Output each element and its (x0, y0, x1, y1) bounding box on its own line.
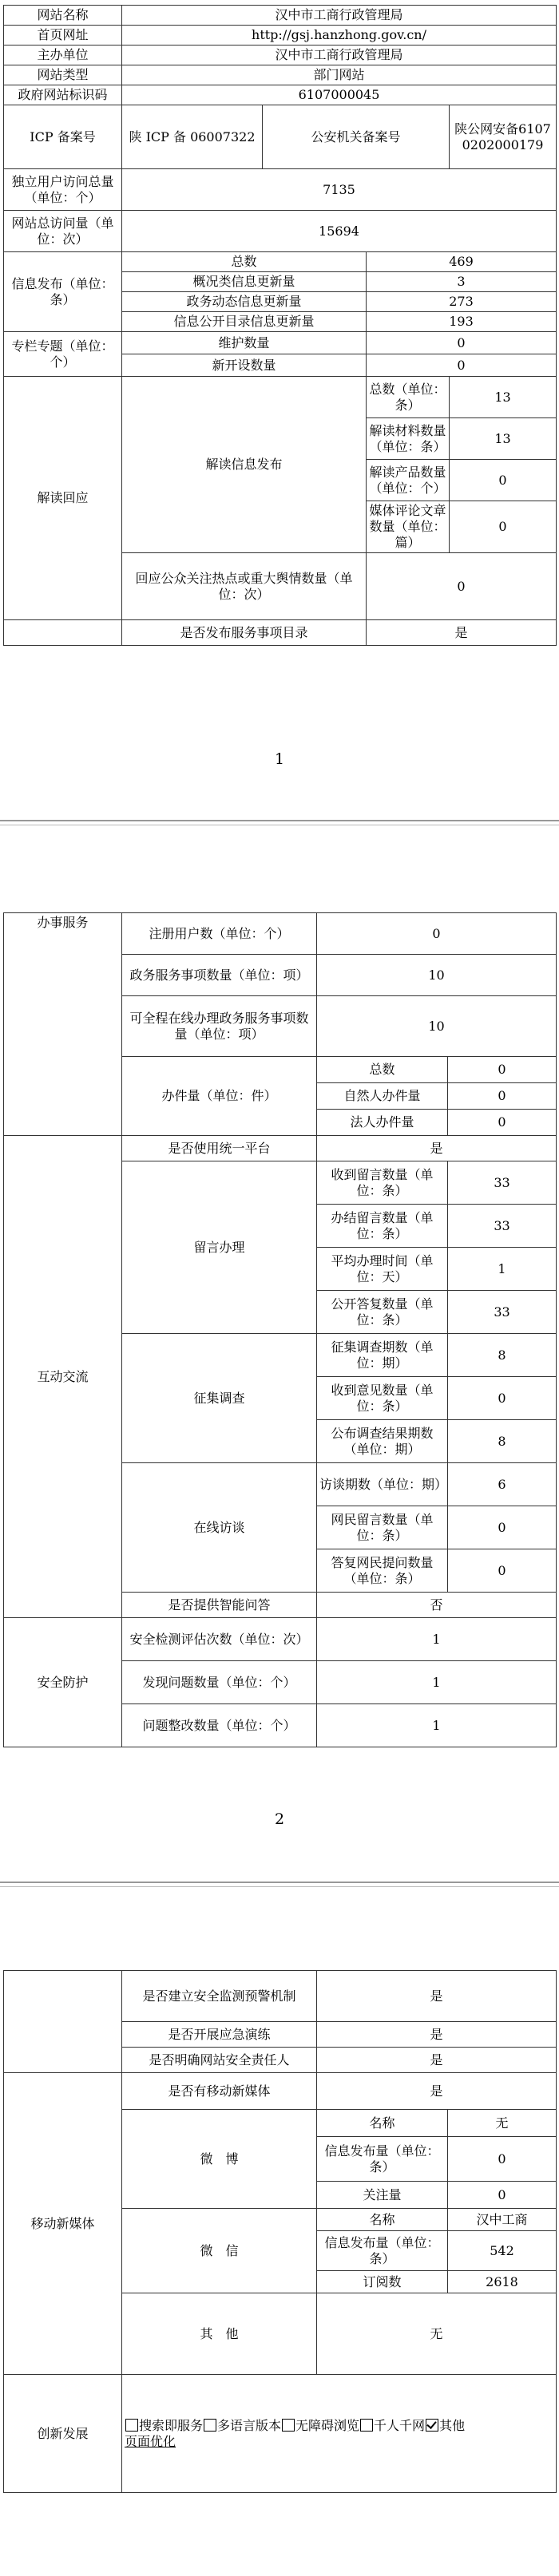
weibo-row-value: 0 (448, 2137, 557, 2182)
catalog-value: 是 (367, 620, 557, 646)
talk-row-value: 6 (448, 1463, 557, 1506)
handle-label: 办件量（单位：件） (122, 1057, 317, 1136)
security-row-label: 安全检测评估次数（单位：次） (122, 1618, 317, 1661)
handle-row-value: 0 (448, 1110, 557, 1136)
media-label: 移动新媒体 (4, 2073, 122, 2375)
other-label: 其 他 (122, 2293, 317, 2375)
info-label: 信息发布（单位：条） (4, 252, 122, 332)
innov-option[interactable]: 搜索即服务 (125, 2418, 203, 2433)
msg-row-value: 33 (448, 1205, 557, 1248)
page-number: 1 (274, 750, 285, 768)
handle-row-label: 法人办件量 (317, 1110, 448, 1136)
host-value: 汉中市工商行政管理局 (122, 46, 557, 65)
info-row-label: 总数 (122, 252, 367, 272)
security-row-label: 发现问题数量（单位：个） (122, 1661, 317, 1704)
page1-table (3, 5, 557, 646)
catalog-spacer (4, 620, 122, 646)
survey-row-label: 收到意见数量（单位：条） (317, 1377, 448, 1420)
site-name-value: 汉中市工商行政管理局 (122, 6, 557, 26)
page-number: 2 (274, 1810, 285, 1828)
innov-option[interactable]: 多语言版本 (203, 2418, 281, 2433)
msg-row-label: 平均办理时间（单位：天） (317, 1248, 448, 1291)
info-row-value: 469 (367, 252, 557, 272)
column-row-label: 维护数量 (122, 332, 367, 354)
interp-sub-label: 解读信息发布 (122, 377, 367, 553)
service-label: 办事服务 (4, 913, 122, 1136)
items-value: 10 (317, 955, 557, 996)
talk-row-label: 网民留言数量（单位：条） (317, 1506, 448, 1549)
interp-row-value: 13 (450, 377, 557, 418)
wechat-row-value: 汉中工商 (448, 2209, 557, 2231)
wechat-label: 微 信 (122, 2209, 317, 2293)
innov-option[interactable]: 其他 (425, 2418, 465, 2433)
page-divider (0, 1882, 559, 1883)
drill-value: 是 (317, 2022, 557, 2048)
resp-label: 是否明确网站安全责任人 (122, 2048, 317, 2073)
msg-row-label: 收到留言数量（单位：条） (317, 1161, 448, 1205)
innov-options (122, 2375, 557, 2493)
page-divider (0, 1886, 559, 1887)
site-name-label: 网站名称 (4, 6, 122, 26)
interp-row-value: 0 (450, 501, 557, 553)
talk-row-label: 访谈期数（单位：期） (317, 1463, 448, 1506)
column-row-value: 0 (367, 332, 557, 354)
type-value: 部门网站 (122, 65, 557, 85)
info-row-value: 3 (367, 272, 557, 292)
icp-label: ICP 备案号 (4, 105, 122, 169)
interact-label: 互动交流 (4, 1136, 122, 1618)
interp-row-label: 解读材料数量（单位：条） (367, 418, 450, 460)
info-row-value: 273 (367, 292, 557, 312)
interp-row-value: 13 (450, 418, 557, 460)
security-row-value: 1 (317, 1661, 557, 1704)
talk-row-value: 0 (448, 1506, 557, 1549)
alarm-label: 是否建立安全监测预警机制 (122, 1971, 317, 2022)
talk-row-label: 答复网民提问数量（单位：条） (317, 1549, 448, 1593)
weibo-row-label: 名称 (317, 2110, 448, 2137)
security-row-value: 1 (317, 1618, 557, 1661)
page-divider (0, 820, 559, 821)
info-row-label: 概况类信息更新量 (122, 272, 367, 292)
police-label: 公安机关备案号 (263, 105, 450, 169)
type-label: 网站类型 (4, 65, 122, 85)
weibo-label: 微 博 (122, 2110, 317, 2209)
msg-row-value: 33 (448, 1161, 557, 1205)
info-row-label: 信息公开目录信息更新量 (122, 312, 367, 332)
smart-label: 是否提供智能问答 (122, 1593, 317, 1618)
checkbox-checked-icon[interactable] (426, 2419, 438, 2432)
checkbox-icon[interactable] (360, 2419, 373, 2432)
platform-label: 是否使用统一平台 (122, 1136, 317, 1161)
weibo-row-label: 关注量 (317, 2182, 448, 2209)
innov-option[interactable]: 无障碍浏览 (281, 2418, 359, 2433)
msg-row-value: 33 (448, 1291, 557, 1334)
weibo-row-value: 0 (448, 2182, 557, 2209)
items-label: 政务服务事项数量（单位：项） (122, 955, 317, 996)
msg-row-label: 公开答复数量（单位：条） (317, 1291, 448, 1334)
police-value: 陕公网安备61070202000179 (450, 105, 557, 169)
survey-row-label: 征集调查期数（单位：期） (317, 1334, 448, 1377)
pv-label: 网站总访问量（单位：次） (4, 211, 122, 252)
talk-label: 在线访谈 (122, 1463, 317, 1593)
resp-value: 是 (317, 2048, 557, 2073)
drill-label: 是否开展应急演练 (122, 2022, 317, 2048)
page3-table (3, 1970, 557, 2493)
handle-row-value: 0 (448, 1083, 557, 1110)
users-value: 0 (317, 913, 557, 955)
wechat-row-label: 订阅数 (317, 2271, 448, 2293)
mobile-value: 是 (317, 2073, 557, 2110)
handle-row-value: 0 (448, 1057, 557, 1083)
respond-label: 回应公众关注热点或重大舆情数量（单位：次） (122, 553, 367, 620)
checkbox-icon[interactable] (282, 2419, 295, 2432)
interp-label: 解读回应 (4, 377, 122, 620)
icp-value: 陕 ICP 备 06007322 (122, 105, 263, 169)
survey-row-label: 公布调查结果期数（单位：期） (317, 1420, 448, 1463)
survey-row-value: 8 (448, 1334, 557, 1377)
interp-row-label: 解读产品数量（单位：个） (367, 460, 450, 501)
innov-label: 创新发展 (4, 2375, 122, 2493)
other-value: 无 (317, 2293, 557, 2375)
platform-value: 是 (317, 1136, 557, 1161)
interp-row-label: 媒体评论文章数量（单位：篇） (367, 501, 450, 553)
pv-value: 15694 (122, 211, 557, 252)
info-row-label: 政务动态信息更新量 (122, 292, 367, 312)
innov-option[interactable]: 千人千网 (359, 2418, 425, 2433)
page2-table (3, 912, 557, 1747)
online-label: 可全程在线办理政务服务事项数量（单位：项） (122, 996, 317, 1057)
wechat-row-label: 名称 (317, 2209, 448, 2231)
wechat-row-value: 2618 (448, 2271, 557, 2293)
handle-row-label: 总数 (317, 1057, 448, 1083)
innov-other-value: 页面优化 (125, 2433, 176, 2449)
uv-label: 独立用户访问总量（单位：个） (4, 169, 122, 211)
column-row-label: 新开设数量 (122, 354, 367, 377)
column-row-value: 0 (367, 354, 557, 377)
talk-row-value: 0 (448, 1549, 557, 1593)
weibo-row-value: 无 (448, 2110, 557, 2137)
security-row-label: 问题整改数量（单位：个） (122, 1704, 317, 1747)
id-value: 6107000045 (122, 85, 557, 105)
home-url-value: http://gsj.hanzhong.gov.cn/ (122, 26, 557, 46)
wechat-row-label: 信息发布量（单位：条） (317, 2231, 448, 2271)
survey-row-value: 0 (448, 1377, 557, 1420)
online-value: 10 (317, 996, 557, 1057)
home-url-label: 首页网址 (4, 26, 122, 46)
security-row-value: 1 (317, 1704, 557, 1747)
id-label: 政府网站标识码 (4, 85, 122, 105)
security-cont-label (4, 1971, 122, 2073)
respond-value: 0 (367, 553, 557, 620)
weibo-row-label: 信息发布量（单位：条） (317, 2137, 448, 2182)
security-label: 安全防护 (4, 1618, 122, 1747)
wechat-row-value: 542 (448, 2231, 557, 2271)
mobile-label: 是否有移动新媒体 (122, 2073, 317, 2110)
survey-row-value: 8 (448, 1420, 557, 1463)
info-row-value: 193 (367, 312, 557, 332)
smart-value: 否 (317, 1593, 557, 1618)
checkbox-icon[interactable] (204, 2419, 216, 2432)
msg-row-label: 办结留言数量（单位：条） (317, 1205, 448, 1248)
alarm-value: 是 (317, 1971, 557, 2022)
uv-value: 7135 (122, 169, 557, 211)
msg-row-value: 1 (448, 1248, 557, 1291)
msg-label: 留言办理 (122, 1161, 317, 1334)
checkbox-icon[interactable] (125, 2419, 138, 2432)
catalog-label: 是否发布服务事项目录 (122, 620, 367, 646)
host-label: 主办单位 (4, 46, 122, 65)
users-label: 注册用户数（单位：个） (122, 913, 317, 955)
survey-label: 征集调查 (122, 1334, 317, 1463)
column-label: 专栏专题（单位：个） (4, 332, 122, 377)
handle-row-label: 自然人办件量 (317, 1083, 448, 1110)
interp-row-label: 总数（单位：条） (367, 377, 450, 418)
interp-row-value: 0 (450, 460, 557, 501)
